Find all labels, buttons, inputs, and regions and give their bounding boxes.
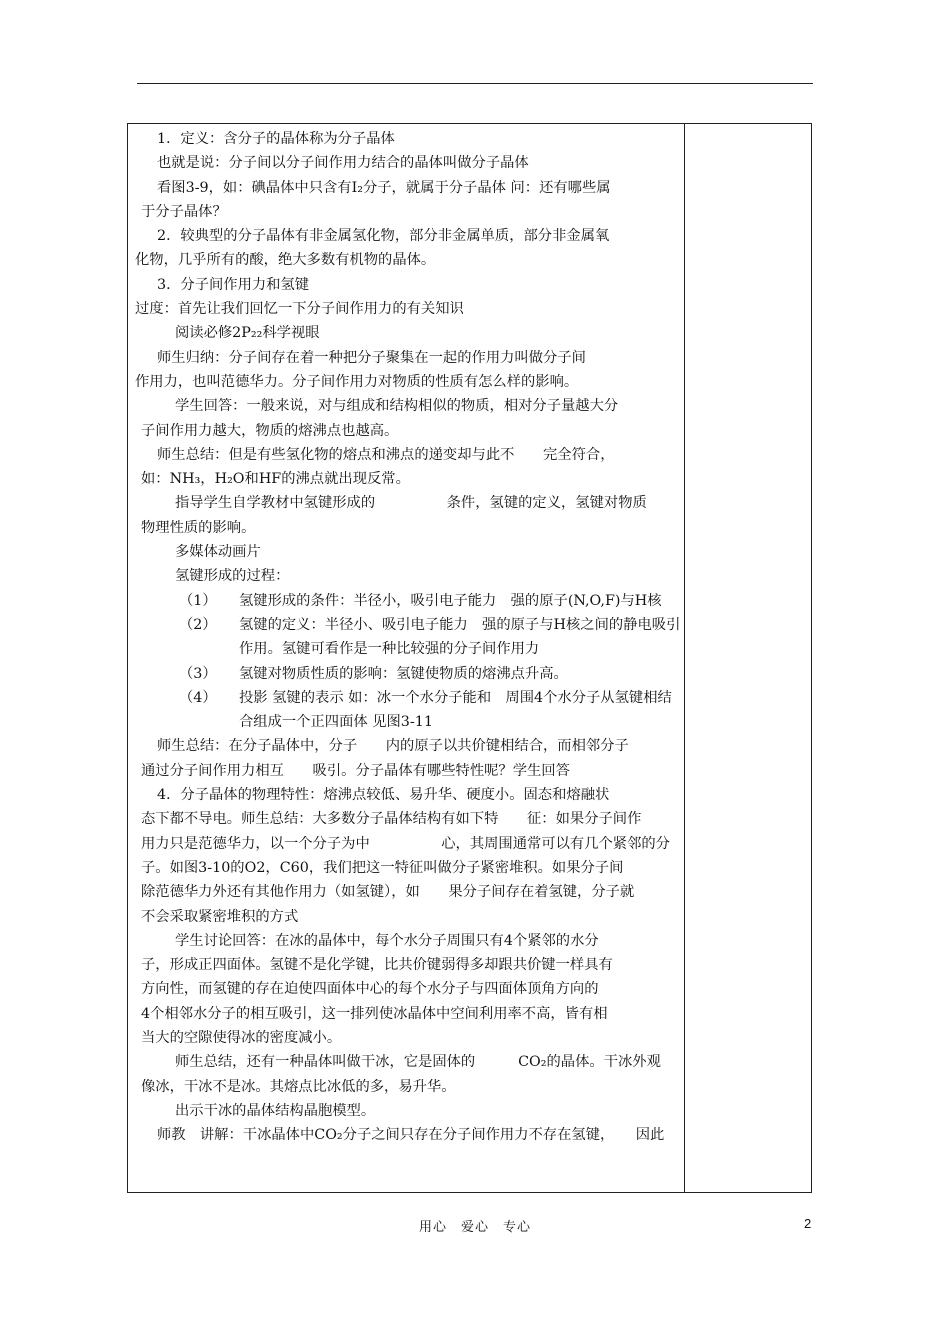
paragraph-line: 学生回答：一般来说，对与组成和结构相似的物质，相对分子量越大分 xyxy=(175,398,619,415)
paragraph-line: 通过分子间作用力相互 吸引。分子晶体有哪些特性呢？学生回答 xyxy=(141,762,570,779)
list-item-text: 氢键形成的条件：半径小，吸引电子能力 强的原子(N,O,F)与H核 xyxy=(239,592,662,609)
paragraph-line: 当大的空隙使得冰的密度减小。 xyxy=(141,1029,342,1046)
paragraph-line: 师生归纳：分子间存在着一种把分子聚集在一起的作用力叫做分子间 xyxy=(157,349,586,366)
header-rule xyxy=(137,83,813,84)
paragraph-line: 1．定义：含分子的晶体称为分子晶体 xyxy=(157,131,395,147)
page-number: 2 xyxy=(804,1216,812,1231)
list-item-text: 氢键的定义：半径小、吸引电子能力 强的原子与H核之间的静电吸引作用。氢键可看作是一种比较强的分子间作用力 xyxy=(239,616,681,658)
paragraph-line: 氢键形成的过程： xyxy=(175,568,290,585)
paragraph-line: 2．较典型的分子晶体有非金属氢化物，部分非金属单质，部分非金属氧 xyxy=(157,228,610,245)
paragraph-line: 师生总结：但是有些氢化物的熔点和沸点的递变却与此不 完全符合， xyxy=(157,446,615,463)
paragraph-line: 过度：首先让我们回忆一下分子间作用力的有关知识 xyxy=(135,301,464,318)
paragraph-line: 多媒体动画片 xyxy=(175,544,261,561)
list-item-text: 氢键对物质性质的影响：氢键使物质的熔沸点升高。 xyxy=(239,665,568,682)
paragraph-line: 4．分子晶体的物理特性：熔沸点较低、易升华、硬度小。固态和熔融状 xyxy=(157,787,610,804)
list-item-number: （4） xyxy=(179,689,217,706)
paragraph-line: 作用力，也叫范德华力。分子间作用力对物质的性质有怎么样的影响。 xyxy=(135,373,579,390)
list-item xyxy=(135,589,683,613)
paragraph-line: 化物，几乎所有的酸，绝大多数有机物的晶体。 xyxy=(135,252,436,269)
paragraph-line: 看图3-9，如：碘晶体中只含有I₂分子，就属于分子晶体 问：还有哪些属 xyxy=(157,179,611,196)
paragraph-line: 出示干冰的晶体结构晶胞模型。 xyxy=(175,1102,376,1119)
paragraph-line: 4个相邻水分子的相互吸引，这一排列使冰晶体中空间利用率不高，皆有相 xyxy=(141,1005,608,1022)
list-item-number: （1） xyxy=(179,592,217,609)
content-table xyxy=(127,123,812,1193)
paragraph-line: 学生讨论回答：在冰的晶体中，每个水分子周围只有4个紧邻的水分 xyxy=(175,932,599,949)
column-divider xyxy=(684,124,685,1192)
list-item xyxy=(135,662,683,686)
paragraph-line: 阅读必修2P₂₂科学视眼 xyxy=(175,325,320,342)
paragraph-line: 3．分子间作用力和氢键 xyxy=(157,276,310,293)
paragraph-line: 也就是说：分子间以分子间作用力结合的晶体叫做分子晶体 xyxy=(157,155,529,172)
paragraph-line: 方向性，而氢键的存在迫使四面体中心的每个水分子与四面体顶角方向的 xyxy=(141,981,599,998)
main-cell xyxy=(135,127,683,1147)
list-item-number: （3） xyxy=(179,665,217,682)
paragraph-line: 用力只是范德华力，以一个分子为中 心，其周围通常可以有几个紧邻的分 xyxy=(141,835,670,852)
paragraph-line: 物理性质的影响。 xyxy=(141,519,256,536)
paragraph-line: 子，形成正四面体。氢键不是化学键，比共价键弱得多却跟共价键一样具有 xyxy=(141,957,613,974)
paragraph-line: 师教 讲解：干冰晶体中CO₂分子之间只存在分子间作用力不存在氢键， 因此 xyxy=(157,1127,665,1144)
paragraph-line: 态下都不导电。师生总结：大多数分子晶体结构有如下特 征：如果分子间作 xyxy=(141,811,642,828)
paragraph-line: 师生总结：在分子晶体中，分子 内的原子以共价键相结合，而相邻分子 xyxy=(157,738,629,755)
footer-motto: 用心 爱心 专心 xyxy=(418,1220,531,1235)
paragraph-line: 除范德华力外还有其他作用力（如氢键），如 果分子间存在着氢键，分子就 xyxy=(141,884,635,901)
list-item-number: （2） xyxy=(179,616,217,633)
paragraph-line: 师生总结，还有一种晶体叫做干冰，它是固体的 CO₂的晶体。干冰外观 xyxy=(175,1054,661,1071)
list-item xyxy=(135,686,683,735)
list-item-text: 投影 氢键的表示 如：冰一个水分子能和 周围4个水分子从氢键相结合组成一个正四面体 见图3-11 xyxy=(239,689,672,731)
paragraph-line: 像冰，干冰不是冰。其熔点比冰低的多，易升华。 xyxy=(141,1078,456,1095)
paragraph-line: 子。如图3-10的O2，C60，我们把这一特征叫做分子紧密堆积。如果分子间 xyxy=(141,859,624,876)
paragraph-line: 于分子晶体？ xyxy=(141,203,227,220)
paragraph-line: 不会采取紧密堆积的方式 xyxy=(141,908,299,925)
list-item xyxy=(135,613,683,662)
paragraph-line: 如：NH₃，H₂O和HF的沸点就出现反常。 xyxy=(141,471,410,488)
paragraph-line: 子间作用力越大，物质的熔沸点也越高。 xyxy=(141,422,399,439)
paragraph-line: 指导学生自学教材中氢键形成的 条件，氢键的定义，氢键对物质 xyxy=(175,495,647,512)
